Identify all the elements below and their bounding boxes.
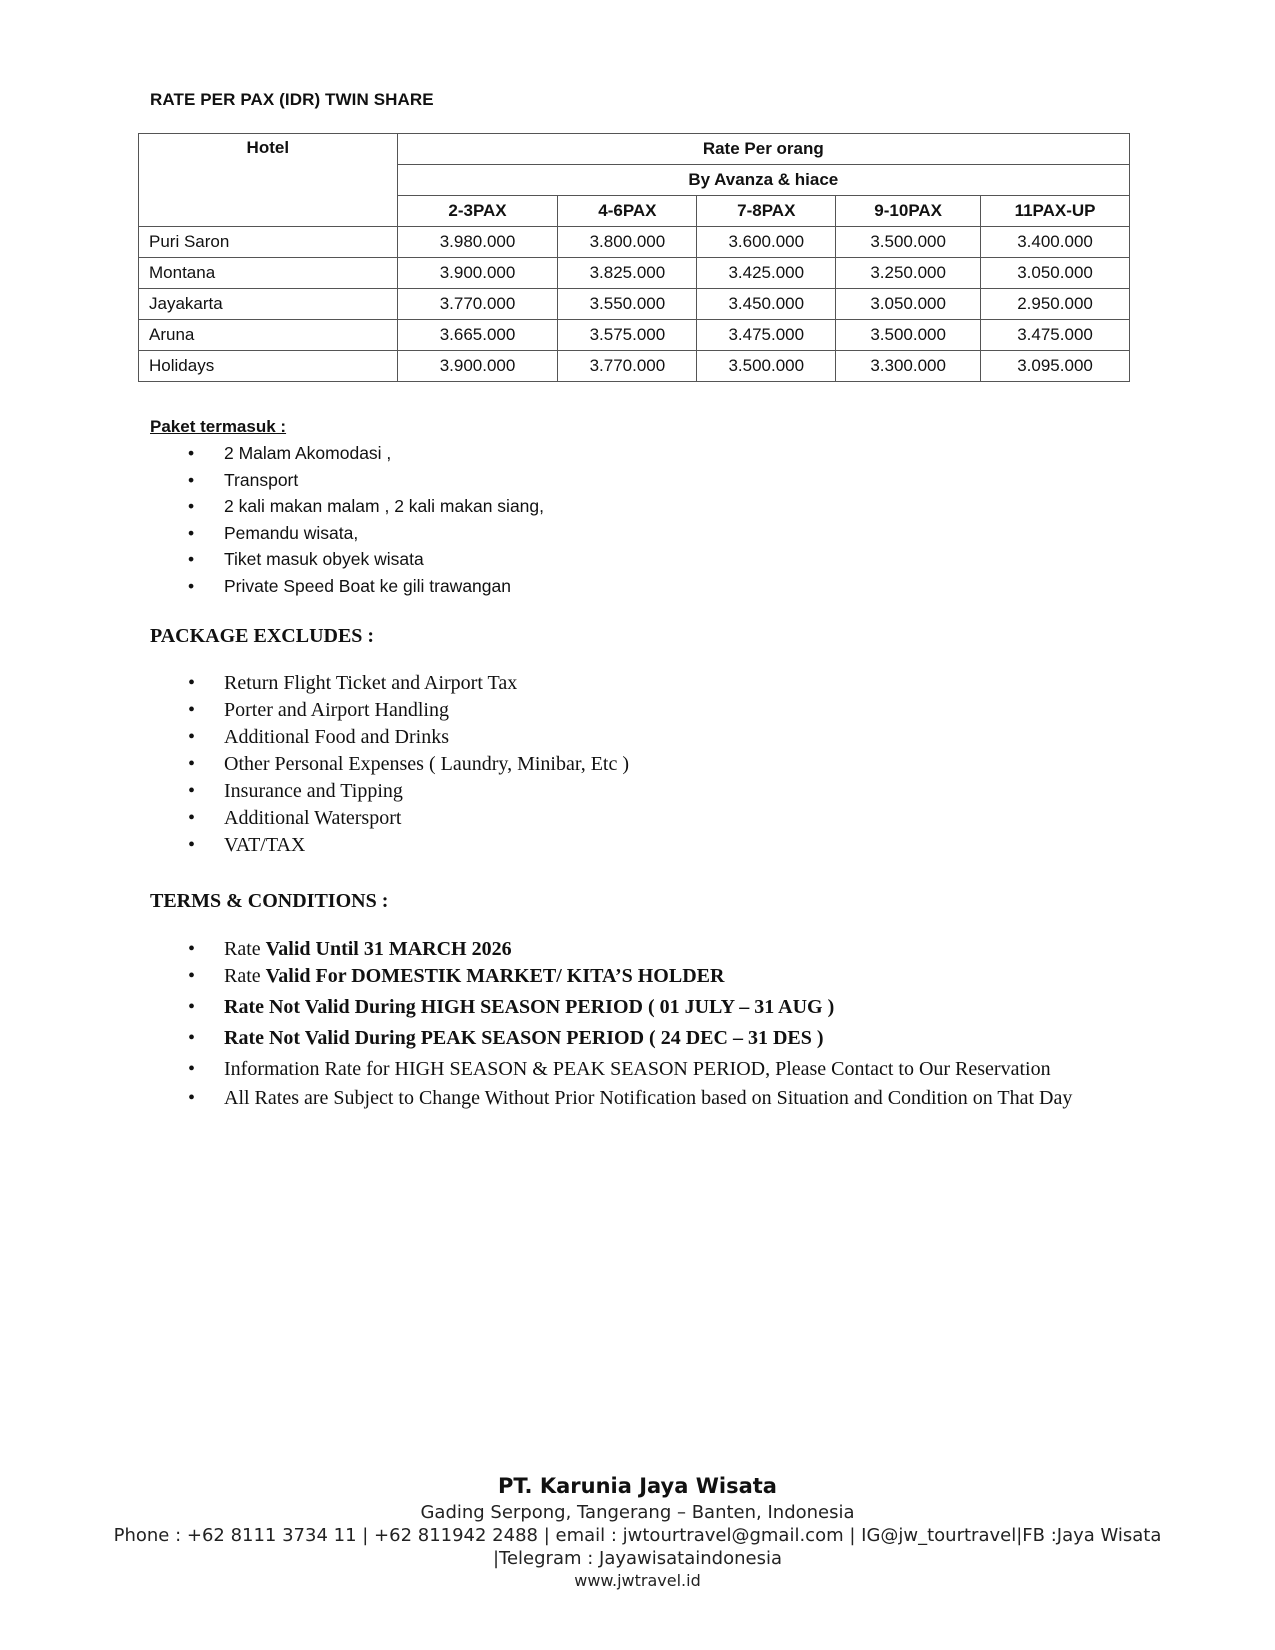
list-item-text: Return Flight Ticket and Airport Tax	[224, 672, 518, 694]
bullet-icon: •	[188, 1027, 196, 1049]
list-item	[150, 440, 544, 467]
rate-cell: 3.300.000	[836, 351, 981, 382]
bullet-icon: •	[188, 807, 196, 829]
list-item-text: Other Personal Expenses ( Laundry, Minibar, Etc )	[224, 753, 630, 775]
rate-cell: 3.980.000	[397, 227, 558, 258]
footer-telegram	[0, 1548, 1275, 1569]
footer-website	[0, 1571, 1275, 1590]
bullet-icon: •	[188, 549, 195, 569]
hotel-name-cell: Aruna	[139, 320, 398, 351]
address-line: Gading Serpong, Tangerang – Banten, Indonesia	[420, 1502, 855, 1523]
rate-table	[138, 133, 1130, 382]
list-item	[150, 1056, 1140, 1083]
bullet-icon: •	[188, 996, 196, 1018]
bullet-icon: •	[188, 575, 195, 596]
pax-column-header: 9-10PAX	[836, 196, 981, 227]
list-item	[150, 1083, 1140, 1114]
list-item	[150, 1025, 1140, 1052]
list-item-text: Insurance and Tipping	[224, 780, 403, 802]
rate-cell: 3.450.000	[697, 289, 836, 320]
bullet-icon: •	[188, 1058, 196, 1080]
rate-cell: 3.400.000	[981, 227, 1130, 258]
list-item	[150, 697, 629, 724]
rate-cell: 3.900.000	[397, 258, 558, 289]
table-row	[139, 351, 1130, 382]
rate-cell: 3.600.000	[697, 227, 836, 258]
includes-heading: Paket termasuk :	[150, 417, 287, 436]
bullet-icon: •	[188, 938, 196, 960]
list-item	[150, 724, 629, 751]
rate-cell: 3.500.000	[697, 351, 836, 382]
list-item	[150, 936, 1140, 963]
list-item	[150, 467, 544, 494]
list-item	[150, 493, 544, 520]
bullet-icon: •	[188, 753, 196, 775]
term-prefix: Rate	[224, 938, 266, 960]
list-item-text: Pemandu wisata,	[224, 522, 359, 543]
table-row	[139, 258, 1130, 289]
list-item	[150, 805, 629, 832]
hotel-name-cell: Puri Saron	[139, 227, 398, 258]
pax-column-header: 11PAX-UP	[981, 196, 1130, 227]
pax-column-header: 4-6PAX	[558, 196, 697, 227]
term-bold-text: Rate Not Valid During HIGH SEASON PERIOD ( 01 JULY – 31 AUG )	[224, 996, 835, 1018]
rate-cell: 3.900.000	[397, 351, 558, 382]
list-item	[150, 832, 629, 859]
table-row	[139, 289, 1130, 320]
term-bold-text: Valid For DOMESTIK MARKET/ KITA’S HOLDER	[265, 965, 725, 987]
pax-column-header: 7-8PAX	[697, 196, 836, 227]
rate-per-person-header: Rate Per orang	[397, 134, 1129, 165]
hotel-name-cell: Holidays	[139, 351, 398, 382]
pax-column-header: 2-3PAX	[397, 196, 558, 227]
list-item	[150, 670, 629, 697]
hotel-column-header: Hotel	[139, 134, 398, 227]
rate-cell: 3.825.000	[558, 258, 697, 289]
rate-cell: 3.500.000	[836, 320, 981, 351]
telegram-line: |Telegram : Jayawisataindonesia	[492, 1548, 783, 1569]
bullet-icon: •	[188, 965, 196, 987]
term-bold-text: Rate Not Valid During PEAK SEASON PERIOD ( 24 DEC – 31 DES )	[224, 1027, 824, 1049]
bullet-icon: •	[188, 834, 196, 856]
table-row	[139, 320, 1130, 351]
bullet-icon: •	[188, 1087, 196, 1109]
list-item-text: Private Speed Boat ke gili trawangan	[224, 575, 511, 596]
list-item	[150, 778, 629, 805]
rate-cell: 3.770.000	[558, 351, 697, 382]
rate-cell: 3.050.000	[981, 258, 1130, 289]
bullet-icon: •	[188, 469, 195, 490]
list-item	[150, 546, 544, 573]
term-bold-text: Valid Until 31 MARCH 2026	[265, 938, 512, 960]
bullet-icon: •	[188, 780, 196, 802]
rate-title: RATE PER PAX (IDR) TWIN SHARE	[150, 90, 434, 109]
rate-cell: 3.425.000	[697, 258, 836, 289]
hotel-name-cell: Jayakarta	[139, 289, 398, 320]
list-item-text: All Rates are Subject to Change Without Prior Notification based on Situation and Condition on That Day	[224, 1087, 1073, 1109]
bullet-icon: •	[188, 726, 196, 748]
rate-cell: 3.475.000	[697, 320, 836, 351]
footer-address	[0, 1502, 1275, 1523]
list-item-text: VAT/TAX	[224, 834, 306, 856]
list-item-text: 2 Malam Akomodasi ,	[224, 443, 392, 463]
list-item-text: Additional Food and Drinks	[224, 726, 449, 748]
table-header-row	[139, 134, 1130, 165]
bullet-icon: •	[188, 699, 196, 721]
bullet-icon: •	[188, 672, 196, 694]
footer-contacts	[0, 1525, 1275, 1546]
bullet-icon: •	[188, 443, 195, 463]
rate-cell: 3.250.000	[836, 258, 981, 289]
list-item	[150, 963, 1140, 990]
vehicle-header: By Avanza & hiace	[397, 165, 1129, 196]
footer	[0, 1474, 1275, 1498]
list-item-text: Information Rate for HIGH SEASON & PEAK SEASON PERIOD, Please Contact to Our Reservation	[224, 1058, 1051, 1080]
list-item	[150, 751, 629, 778]
rate-cell: 3.665.000	[397, 320, 558, 351]
list-item-text: Porter and Airport Handling	[224, 699, 449, 721]
rate-cell: 3.770.000	[397, 289, 558, 320]
excludes-heading: PACKAGE EXCLUDES :	[150, 625, 375, 647]
rate-cell: 3.500.000	[836, 227, 981, 258]
includes-list	[150, 440, 544, 599]
bullet-icon: •	[188, 522, 195, 543]
term-prefix: Rate	[224, 965, 266, 987]
rate-cell: 3.550.000	[558, 289, 697, 320]
rate-cell: 3.800.000	[558, 227, 697, 258]
rate-cell: 3.095.000	[981, 351, 1130, 382]
list-item-text: 2 kali makan malam , 2 kali makan siang,	[224, 496, 544, 516]
list-item	[150, 573, 544, 600]
terms-list	[150, 936, 1140, 1114]
rate-cell: 3.475.000	[981, 320, 1130, 351]
excludes-list	[150, 670, 629, 859]
rate-cell: 3.575.000	[558, 320, 697, 351]
rate-cell: 2.950.000	[981, 289, 1130, 320]
company-name: PT. Karunia Jaya Wisata	[498, 1474, 777, 1498]
table-row	[139, 227, 1130, 258]
website-link[interactable]: www.jwtravel.id	[574, 1571, 701, 1590]
contact-line: Phone : +62 8111 3734 11 | +62 811942 2488 | email : jwtourtravel@gmail.com | IG@jw_tourtravel|FB :Jaya Wisata	[113, 1525, 1162, 1546]
list-item-text: Transport	[224, 469, 299, 490]
list-item	[150, 520, 544, 547]
rate-cell: 3.050.000	[836, 289, 981, 320]
bullet-icon: •	[188, 496, 195, 516]
list-item-text: Additional Watersport	[224, 807, 402, 829]
terms-heading: TERMS & CONDITIONS :	[150, 890, 389, 912]
hotel-name-cell: Montana	[139, 258, 398, 289]
list-item	[150, 994, 1140, 1021]
list-item-text: Tiket masuk obyek wisata	[224, 549, 424, 569]
